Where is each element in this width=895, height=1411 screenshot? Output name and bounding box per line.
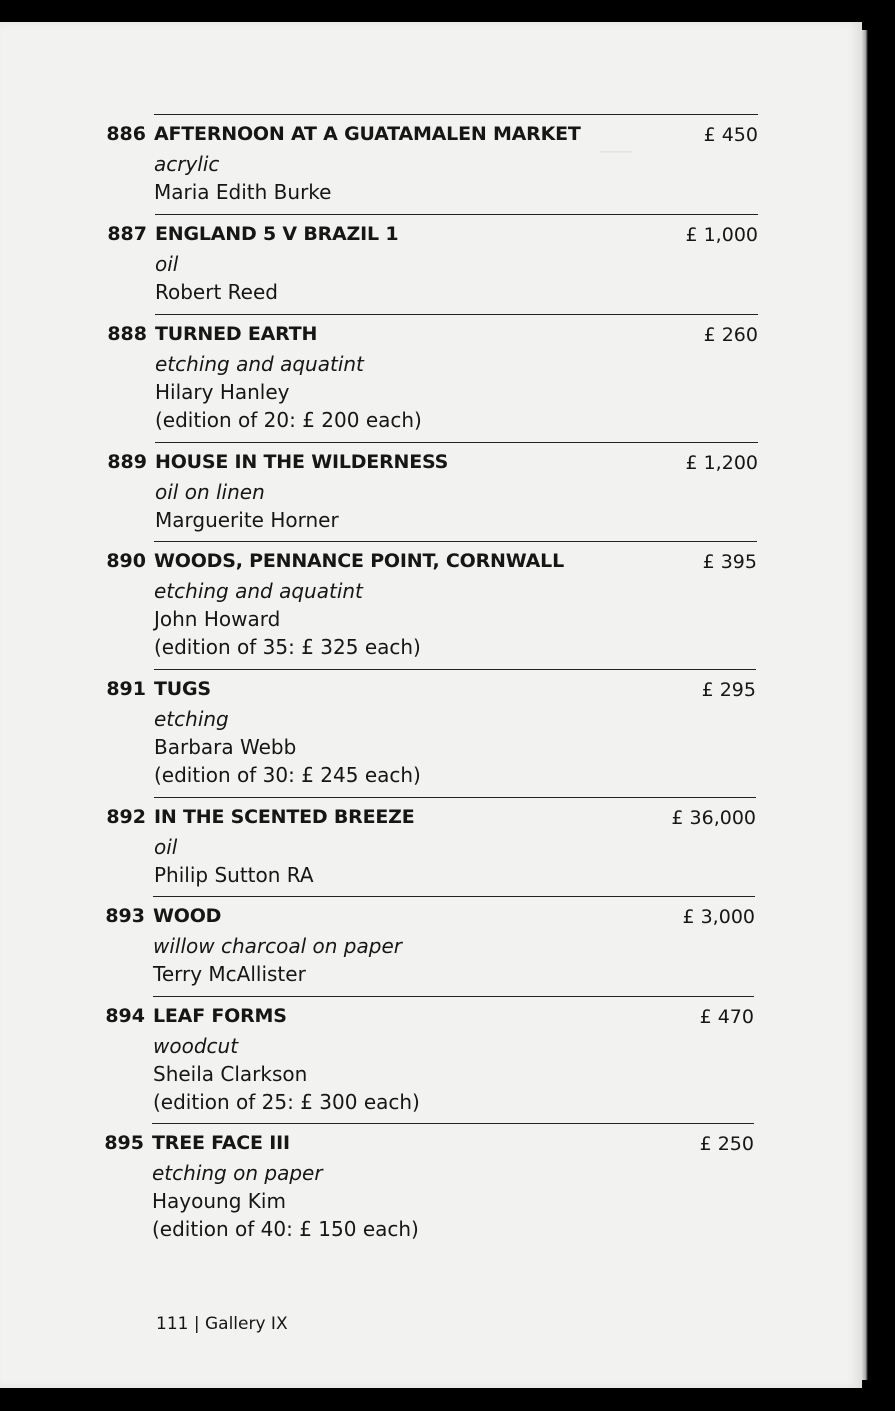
lot-title: IN THE SCENTED BREEZE <box>154 806 415 828</box>
lot-medium: etching and aquatint <box>155 352 364 376</box>
lot-edition: (edition of 25: £ 300 each) <box>153 1090 420 1114</box>
lot-artist: Marguerite Horner <box>155 508 339 532</box>
lot-price: £ 470 <box>699 1006 754 1028</box>
lot-artist: Philip Sutton RA <box>154 863 314 887</box>
lot-medium: etching and aquatint <box>154 579 363 603</box>
lot-artist: Robert Reed <box>155 280 278 304</box>
lot-title: TURNED EARTH <box>155 323 318 345</box>
lot-artist: John Howard <box>154 607 281 631</box>
page-footer: 111 | Gallery IX <box>156 1314 288 1334</box>
lot-entry <box>107 314 758 441</box>
lot-medium: oil on linen <box>155 480 265 504</box>
lot-entry <box>106 797 756 896</box>
lot-number: 892 <box>106 806 146 828</box>
lot-medium: oil <box>154 835 178 859</box>
lot-number: 890 <box>106 550 146 572</box>
lot-artist: Terry McAllister <box>153 962 306 986</box>
lot-price: £ 1,200 <box>685 452 758 474</box>
lot-artist: Sheila Clarkson <box>153 1062 308 1086</box>
lot-price: £ 3,000 <box>682 906 755 928</box>
lot-entry <box>107 442 758 541</box>
lot-price: £ 260 <box>703 324 758 346</box>
lot-number: 893 <box>105 905 145 927</box>
lot-artist: Maria Edith Burke <box>154 180 332 204</box>
lot-price: £ 1,000 <box>685 224 758 246</box>
lot-number: 887 <box>107 223 147 245</box>
lot-entry <box>105 896 755 995</box>
lot-edition: (edition of 35: £ 325 each) <box>154 635 421 659</box>
lot-title: ENGLAND 5 V BRAZIL 1 <box>155 223 399 245</box>
lot-medium: oil <box>155 252 179 276</box>
lot-entry <box>105 996 754 1123</box>
catalogue-page <box>0 22 862 1388</box>
lot-title: WOODS, PENNANCE POINT, CORNWALL <box>154 550 564 572</box>
lot-number: 888 <box>107 323 147 345</box>
lot-price: £ 450 <box>703 124 758 146</box>
lot-title: HOUSE IN THE WILDERNESS <box>155 451 449 473</box>
lot-number: 895 <box>104 1132 144 1154</box>
lot-entry <box>107 214 758 313</box>
lot-artist: Hilary Hanley <box>155 380 290 404</box>
lot-medium: woodcut <box>153 1034 239 1058</box>
lot-title: LEAF FORMS <box>153 1005 287 1027</box>
lot-number: 891 <box>106 678 146 700</box>
lot-price: £ 250 <box>699 1133 754 1155</box>
lot-entry <box>104 1123 754 1250</box>
lot-title: TUGS <box>154 678 211 700</box>
lot-artist: Hayoung Kim <box>152 1189 286 1213</box>
lot-medium: willow charcoal on paper <box>153 934 402 958</box>
lot-edition: (edition of 30: £ 245 each) <box>154 763 421 787</box>
lot-entry <box>106 669 756 796</box>
lot-price: £ 395 <box>702 551 757 573</box>
lot-number: 886 <box>106 123 146 145</box>
lot-medium: etching <box>154 707 229 731</box>
lot-entry <box>106 114 758 213</box>
lot-edition: (edition of 40: £ 150 each) <box>152 1217 419 1241</box>
lot-edition: (edition of 20: £ 200 each) <box>155 408 422 432</box>
lot-medium: etching on paper <box>152 1161 323 1185</box>
show-through-text: ─── <box>600 142 633 163</box>
lot-price: £ 36,000 <box>671 807 756 829</box>
lot-artist: Barbara Webb <box>154 735 297 759</box>
lot-title: WOOD <box>153 905 222 927</box>
lot-number: 889 <box>107 451 147 473</box>
lot-price: £ 295 <box>701 679 756 701</box>
lot-title: TREE FACE III <box>152 1132 290 1154</box>
lot-entry <box>106 541 757 668</box>
lot-medium: acrylic <box>154 152 220 176</box>
page-edge <box>862 30 868 1380</box>
lot-title: AFTERNOON AT A GUATAMALEN MARKET <box>154 123 581 145</box>
lot-number: 894 <box>105 1005 145 1027</box>
